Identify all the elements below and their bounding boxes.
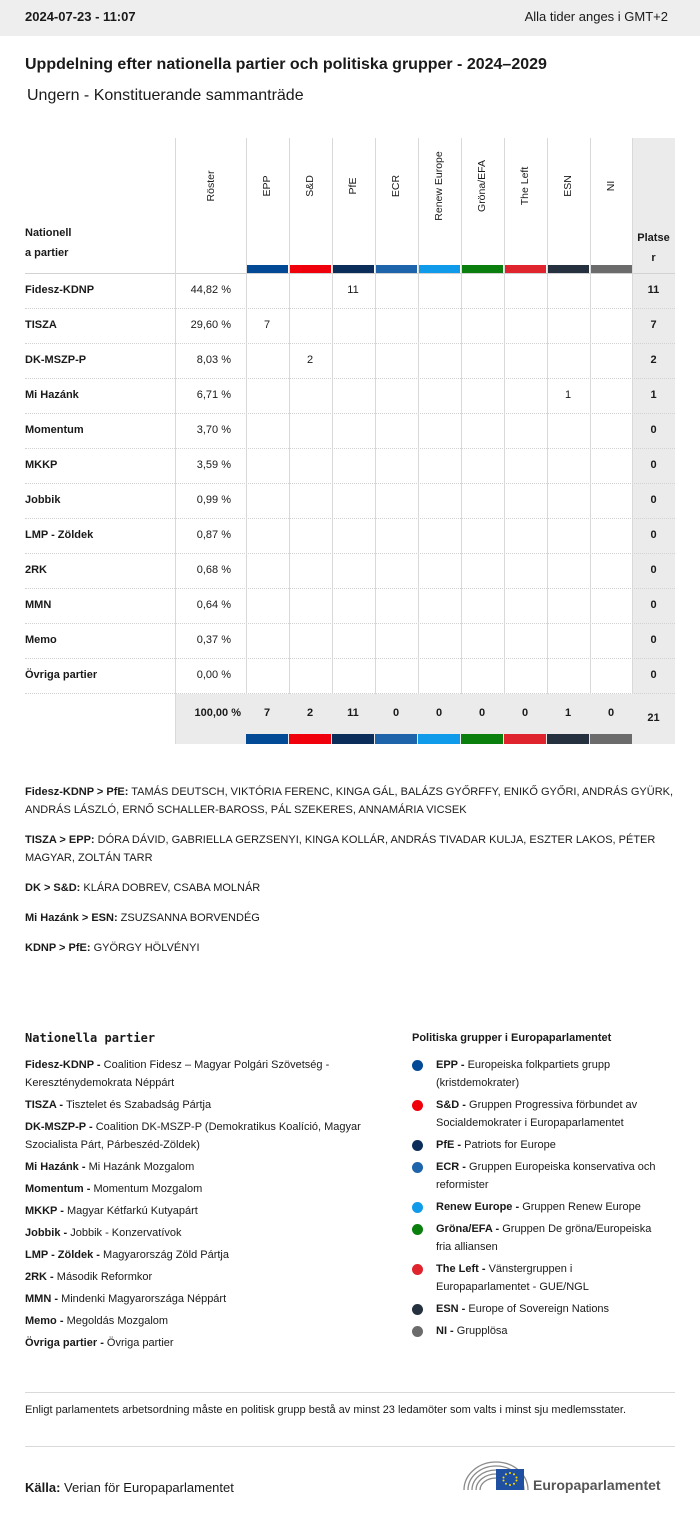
legend-national-name: Momentum Mozgalom bbox=[93, 1183, 203, 1195]
header-group-6 bbox=[504, 138, 546, 274]
group-color-dot-icon bbox=[412, 1100, 423, 1111]
header-group-0 bbox=[246, 138, 288, 274]
group-color-dot-icon bbox=[412, 1326, 423, 1337]
results-table bbox=[25, 138, 675, 744]
column-separator bbox=[375, 138, 376, 694]
table-row bbox=[25, 554, 675, 589]
header-group-label: S&D bbox=[304, 175, 316, 197]
party-name: MMN bbox=[25, 599, 52, 611]
divider-top bbox=[25, 1392, 675, 1393]
page-title: Uppdelning efter nationella partier och politiska grupper - 2024–2029 bbox=[25, 56, 547, 73]
legend-national-item bbox=[25, 1202, 370, 1220]
seat-total: 0 bbox=[650, 424, 657, 436]
group-color-dot-icon bbox=[412, 1202, 423, 1213]
divider-bottom bbox=[25, 1446, 675, 1447]
legend-national-name: Megoldás Mozgalom bbox=[66, 1315, 169, 1327]
group-seat-cell: 11 bbox=[347, 284, 359, 296]
vote-share: 0,87 % bbox=[196, 529, 231, 541]
header-group-label: ECR bbox=[390, 174, 402, 198]
table-row bbox=[25, 449, 675, 484]
legend-group-name: Europeiska folkpartiets grupp (kristdemokrater) bbox=[436, 1059, 611, 1089]
legend-national-abbr: Mi Hazánk - bbox=[25, 1161, 86, 1173]
elected-list bbox=[25, 831, 675, 867]
vote-share: 6,71 % bbox=[196, 389, 231, 401]
header-group-7 bbox=[547, 138, 589, 274]
elected-list bbox=[25, 939, 675, 957]
seat-total: 0 bbox=[650, 599, 657, 611]
legend-national-abbr: Jobbik - bbox=[25, 1227, 68, 1239]
group-color-bar-bottom bbox=[504, 734, 546, 744]
elected-label: Fidesz-KDNP > PfE: bbox=[25, 786, 129, 798]
header-group-4 bbox=[418, 138, 460, 274]
legend-group-item bbox=[436, 1198, 666, 1216]
group-color-dot-icon bbox=[412, 1264, 423, 1275]
table-row bbox=[25, 589, 675, 624]
legend-national-abbr: MMN - bbox=[25, 1293, 58, 1305]
elected-list bbox=[25, 783, 675, 819]
legend-national-item bbox=[25, 1268, 370, 1286]
legend-national-abbr: DK-MSZP-P - bbox=[25, 1121, 93, 1133]
page-subtitle: Ungern - Konstituerande sammanträde bbox=[27, 87, 304, 104]
total-group-cell: 0 bbox=[392, 707, 400, 719]
legend-national-abbr: Memo - bbox=[25, 1315, 64, 1327]
elected-label: Mi Hazánk > ESN: bbox=[25, 912, 118, 924]
seat-total: 11 bbox=[647, 284, 660, 296]
header-group-1 bbox=[289, 138, 331, 274]
vote-share: 0,99 % bbox=[196, 494, 231, 506]
legend-national-item bbox=[25, 1096, 370, 1114]
group-color-dot-icon bbox=[412, 1224, 423, 1235]
table-row bbox=[25, 379, 675, 414]
group-color-dot-icon bbox=[412, 1140, 423, 1151]
total-group-cell: 0 bbox=[435, 707, 443, 719]
column-separator bbox=[632, 138, 633, 694]
legend-national-name: Coalition Fidesz – Magyar Polgári Szövetség - Kereszténydemokrata Néppárt bbox=[25, 1059, 330, 1089]
column-separator bbox=[332, 138, 333, 694]
legend-national-item bbox=[25, 1290, 370, 1308]
table-row bbox=[25, 309, 675, 344]
party-name: Övriga partier bbox=[25, 669, 98, 681]
group-color-bar-bottom bbox=[246, 734, 288, 744]
header-group-label: Gröna/EFA bbox=[476, 160, 488, 212]
table-row bbox=[25, 659, 675, 694]
legend-group-item bbox=[436, 1260, 666, 1296]
legend-national-name: Coalition DK-MSZP-P (Demokratikus Koalíció, Magyar Szocialista Párt, Párbeszéd-Zöldek) bbox=[25, 1121, 361, 1151]
legend-group-abbr: The Left - bbox=[436, 1263, 486, 1275]
header-seats bbox=[632, 138, 675, 274]
legend-group-abbr: PfE - bbox=[436, 1139, 462, 1151]
total-group-cell: 0 bbox=[478, 707, 486, 719]
legend-national-name: Övriga partier bbox=[106, 1337, 174, 1349]
header-party bbox=[25, 138, 175, 274]
seat-total: 0 bbox=[650, 459, 657, 471]
total-group-cell: 11 bbox=[347, 707, 359, 719]
party-name: TISZA bbox=[25, 319, 57, 331]
header-group-label: NI bbox=[605, 180, 617, 192]
group-color-bar-bottom bbox=[375, 734, 417, 744]
party-name: Memo bbox=[25, 634, 57, 646]
total-group-cell: 0 bbox=[607, 707, 615, 719]
column-separator bbox=[590, 138, 591, 694]
vote-share: 0,64 % bbox=[196, 599, 231, 611]
legend-group-item bbox=[436, 1096, 666, 1132]
legend-national-item bbox=[25, 1246, 370, 1264]
legend-group-name: Gruppen Europeiska konservativa och reformister bbox=[436, 1161, 656, 1191]
source-label: Källa: bbox=[25, 1480, 61, 1495]
elected-names: ZSUZSANNA BORVENDÉG bbox=[120, 912, 260, 924]
legend-group-name: Grupplösa bbox=[456, 1325, 508, 1337]
elected-names: GYÖRGY HÖLVÉNYI bbox=[93, 942, 200, 954]
elected-list bbox=[25, 909, 675, 927]
table-row bbox=[25, 484, 675, 519]
legend-group-item bbox=[436, 1158, 666, 1194]
group-seat-cell: 7 bbox=[263, 319, 271, 331]
header-group-label: The Left bbox=[519, 166, 531, 206]
legend-national-item bbox=[25, 1158, 370, 1176]
header-group-2 bbox=[332, 138, 374, 274]
party-name: 2RK bbox=[25, 564, 48, 576]
header-group-3 bbox=[375, 138, 417, 274]
legend-national-abbr: 2RK - bbox=[25, 1271, 54, 1283]
legend-national-name: Magyarország Zöld Pártja bbox=[103, 1249, 229, 1261]
footnote: Enligt parlamentets arbetsordning måste en politisk grupp bestå av minst 23 ledamöter som valts i minst sju medlemsstater. bbox=[25, 1404, 626, 1416]
total-group-cell: 7 bbox=[263, 707, 271, 719]
logo-text: Europaparlamentet bbox=[533, 1477, 661, 1493]
legend-national-item bbox=[25, 1180, 370, 1198]
legend-group-abbr: NI - bbox=[436, 1325, 454, 1337]
group-color-dot-icon bbox=[412, 1304, 423, 1315]
table-row bbox=[25, 624, 675, 659]
legend-group-item bbox=[436, 1056, 666, 1092]
timezone-note: Alla tider anges i GMT+2 bbox=[524, 9, 668, 24]
vote-share: 0,37 % bbox=[196, 634, 231, 646]
legend-groups-title: Politiska grupper i Europaparlamentet bbox=[412, 1032, 612, 1044]
table-row bbox=[25, 344, 675, 379]
source-text: Verian för Europaparlamentet bbox=[64, 1480, 234, 1495]
vote-share: 29,60 % bbox=[190, 319, 231, 331]
elected-label: DK > S&D: bbox=[25, 882, 81, 894]
seat-total: 0 bbox=[650, 634, 657, 646]
party-name: Mi Hazánk bbox=[25, 389, 79, 401]
column-separator bbox=[418, 138, 419, 694]
legend-group-item bbox=[436, 1300, 666, 1318]
header-party-line1: Nationell bbox=[25, 227, 72, 239]
header-group-8 bbox=[590, 138, 632, 274]
legend-national-abbr: LMP - Zöldek - bbox=[25, 1249, 100, 1261]
table-row bbox=[25, 414, 675, 449]
legend-group-abbr: Gröna/EFA - bbox=[436, 1223, 500, 1235]
legend-group-abbr: S&D - bbox=[436, 1099, 466, 1111]
seat-total: 0 bbox=[650, 564, 657, 576]
party-name: Jobbik bbox=[25, 494, 61, 506]
column-separator bbox=[246, 138, 247, 694]
party-name: MKKP bbox=[25, 459, 58, 471]
seat-total: 0 bbox=[650, 669, 657, 681]
party-name: Momentum bbox=[25, 424, 84, 436]
legend-national-name: Jobbik - Konzervatívok bbox=[70, 1227, 182, 1239]
column-separator bbox=[504, 138, 505, 694]
legend-group-name: Europe of Sovereign Nations bbox=[468, 1303, 610, 1315]
vote-share: 3,59 % bbox=[196, 459, 231, 471]
group-color-bar-bottom bbox=[590, 734, 632, 744]
legend-national-abbr: Övriga partier - bbox=[25, 1337, 104, 1349]
legend-national-item bbox=[25, 1224, 370, 1242]
total-group-cell: 2 bbox=[306, 707, 314, 719]
elected-names: TAMÁS DEUTSCH, VIKTÓRIA FERENC, KINGA GÁL, BALÁZS GYŐRFFY, ENIKŐ GYŐRI, ANDRÁS GYÜRK, ANDRÁS LÁSZLÓ, ERNŐ SCHALLER-BAROSS, PÁL SZEKERES, ANNAMÁRIA VICSEK bbox=[25, 786, 674, 816]
legend-group-name: Gruppen Progressiva förbundet av Socialdemokrater i Europaparlamentet bbox=[436, 1099, 638, 1129]
timestamp: 2024-07-23 - 11:07 bbox=[25, 9, 136, 24]
header-group-label: ESN bbox=[562, 175, 574, 197]
header-group-label: Renew Europe bbox=[433, 151, 445, 221]
header-group-5 bbox=[461, 138, 503, 274]
elected-label: KDNP > PfE: bbox=[25, 942, 91, 954]
seat-total: 0 bbox=[650, 529, 657, 541]
table-row bbox=[25, 519, 675, 554]
column-separator bbox=[289, 138, 290, 694]
total-group-cell: 1 bbox=[564, 707, 572, 719]
total-group-cell: 0 bbox=[521, 707, 529, 719]
vote-share: 3,70 % bbox=[196, 424, 231, 436]
group-color-bar-bottom bbox=[289, 734, 331, 744]
table-row bbox=[25, 274, 675, 309]
header-party-line2: a partier bbox=[25, 247, 69, 259]
seat-total: 1 bbox=[650, 389, 657, 401]
header-group-label: EPP bbox=[261, 175, 273, 197]
group-color-bar-bottom bbox=[418, 734, 460, 744]
legend-group-item bbox=[436, 1136, 666, 1154]
header-seats-line1: Platse bbox=[637, 232, 670, 244]
source bbox=[25, 1480, 234, 1495]
party-name: Fidesz-KDNP bbox=[25, 284, 95, 296]
legend-national-name: Második Reformkor bbox=[56, 1271, 153, 1283]
total-votes: 100,00 % bbox=[194, 707, 241, 719]
legend-national-item bbox=[25, 1334, 370, 1352]
hemicycle-icon bbox=[461, 1456, 531, 1494]
column-separator bbox=[461, 138, 462, 694]
legend-national-abbr: MKKP - bbox=[25, 1205, 64, 1217]
legend-national-item bbox=[25, 1056, 370, 1092]
legend-group-abbr: EPP - bbox=[436, 1059, 465, 1071]
legend-group-name: Patriots for Europe bbox=[464, 1139, 556, 1151]
group-color-bar-bottom bbox=[332, 734, 374, 744]
group-color-dot-icon bbox=[412, 1060, 423, 1071]
legend-national-name: Mi Hazánk Mozgalom bbox=[88, 1161, 195, 1173]
legend-group-abbr: ESN - bbox=[436, 1303, 466, 1315]
column-separator bbox=[547, 138, 548, 694]
legend-group-name: Gruppen De gröna/Europeiska fria alliansen bbox=[436, 1223, 652, 1253]
vote-share: 0,68 % bbox=[196, 564, 231, 576]
top-bar bbox=[0, 0, 700, 36]
header-group-label: PfE bbox=[347, 177, 359, 195]
total-seats: 21 bbox=[647, 712, 660, 724]
legend-national-abbr: Momentum - bbox=[25, 1183, 91, 1195]
elected-list bbox=[25, 879, 675, 897]
column-separator bbox=[175, 138, 176, 744]
legend-national-abbr: TISZA - bbox=[25, 1099, 64, 1111]
seat-total: 7 bbox=[650, 319, 657, 331]
party-name: LMP - Zöldek bbox=[25, 529, 94, 541]
group-color-bar-bottom bbox=[547, 734, 589, 744]
legend-national-abbr: Fidesz-KDNP - bbox=[25, 1059, 101, 1071]
legend-group-name: Vänstergruppen i Europaparlamentet - GUE/NGL bbox=[436, 1263, 589, 1293]
elected-names: DÓRA DÁVID, GABRIELLA GERZSENYI, KINGA KOLLÁR, ANDRÁS TIVADAR KULJA, ESZTER LAKOS, PÉTER MAGYAR, ZOLTÁN TARR bbox=[25, 834, 656, 864]
seat-total: 0 bbox=[650, 494, 657, 506]
group-color-dot-icon bbox=[412, 1162, 423, 1173]
vote-share: 0,00 % bbox=[196, 669, 231, 681]
legend-national-name: Tisztelet és Szabadság Pártja bbox=[65, 1099, 212, 1111]
legend-national-item bbox=[25, 1118, 370, 1154]
header-seats-line2: r bbox=[651, 252, 656, 264]
legend-group-abbr: ECR - bbox=[436, 1161, 466, 1173]
header-votes bbox=[175, 138, 246, 274]
legend-group-name: Gruppen Renew Europe bbox=[522, 1201, 641, 1213]
party-name: DK-MSZP-P bbox=[25, 354, 87, 366]
vote-share: 8,03 % bbox=[196, 354, 231, 366]
elected-label: TISZA > EPP: bbox=[25, 834, 95, 846]
legend-national-name: Mindenki Magyarországa Néppárt bbox=[61, 1293, 227, 1305]
legend-group-item bbox=[436, 1220, 666, 1256]
vote-share: 44,82 % bbox=[190, 284, 231, 296]
header-votes-label: Röster bbox=[204, 170, 217, 202]
elected-names: KLÁRA DOBREV, CSABA MOLNÁR bbox=[83, 882, 261, 894]
legend-group-abbr: Renew Europe - bbox=[436, 1201, 520, 1213]
group-color-bar-bottom bbox=[461, 734, 503, 744]
seat-total: 2 bbox=[650, 354, 657, 366]
legend-group-item bbox=[436, 1322, 666, 1340]
legend-national-title: Nationella partier bbox=[25, 1031, 156, 1045]
group-seat-cell: 2 bbox=[306, 354, 314, 366]
group-seat-cell: 1 bbox=[564, 389, 572, 401]
legend-national-name: Magyar Kétfarkú Kutyapárt bbox=[66, 1205, 198, 1217]
legend-national-item bbox=[25, 1312, 370, 1330]
